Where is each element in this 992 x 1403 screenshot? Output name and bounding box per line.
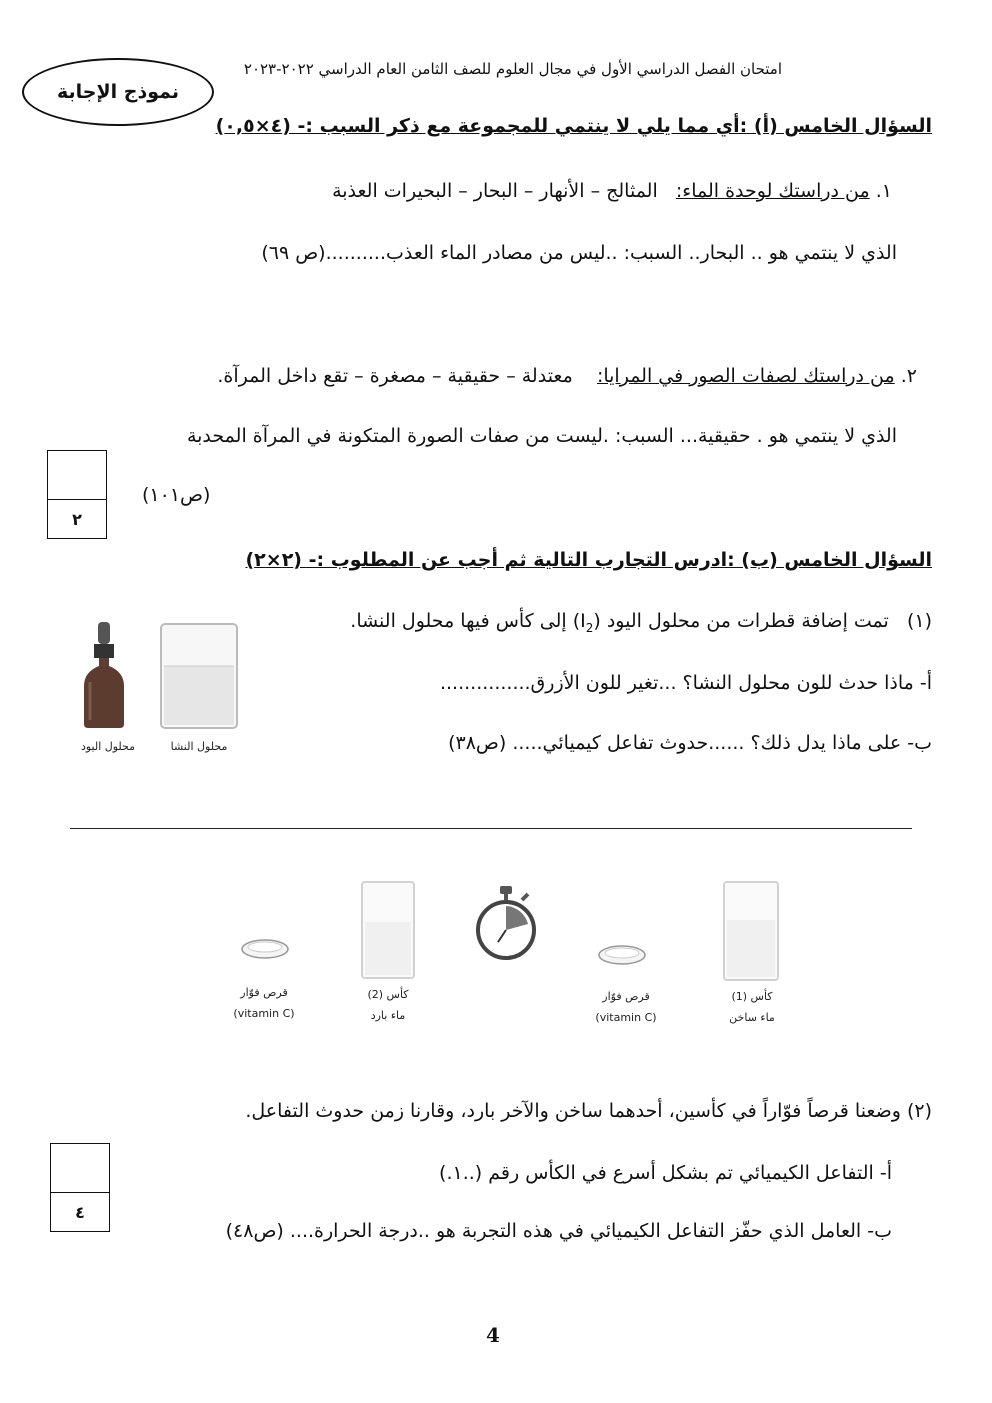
item-number: ٢. (900, 365, 917, 387)
exp2-statement: (٢) وضعنا قرصاً فوّاراً في كأسين، أحدهما ساخن والآخر بارد، وقارنا زمن حدوث التفاعل. (245, 1100, 932, 1122)
cup-1-icon (722, 880, 780, 982)
item-options: المثالج – الأنهار – البحار – البحيرات العذبة (332, 180, 658, 202)
q5a-item1-answer: الذي لا ينتمي هو .. البحار.. السبب: ..ليس من مصادر الماء العذب..........(ص ٦٩) (261, 242, 897, 264)
starch-caption: محلول النشا (170, 740, 228, 753)
tablet-1-vitamin: (vitamin C) (595, 1011, 657, 1024)
q5a-item2-page-ref: (ص١٠١) (142, 484, 211, 506)
item-prompt: من دراستك لصفات الصور في المرايا: (596, 365, 895, 387)
cup-1-label: كأس (1) (731, 990, 773, 1003)
tablet-1-label: قرص فوّار (602, 990, 650, 1003)
stopwatch-icon (474, 884, 538, 964)
q5a-item2-question (217, 365, 917, 387)
q5a-item2-answer: الذي لا ينتمي هو . حقيقية... السبب: .ليست من صفات الصورة المتكونة في المرآة المحدبة (186, 425, 897, 447)
exp2-question-b: ب- العامل الذي حفّز التفاعل الكيميائي في هذه التجربة هو ..درجة الحرارة.... (ص٤٨) (225, 1220, 892, 1242)
tablet-1-icon (597, 943, 647, 967)
score-box-5b (50, 1143, 110, 1232)
exam-header-title: امتحان الفصل الدراسي الأول في مجال العلوم للصف الثامن العام الدراسي ٢٠٢٢-٢٠٢٣ (243, 60, 782, 78)
exp1-statement (350, 610, 932, 635)
starch-beaker-icon (158, 622, 240, 730)
exp2-question-a: أ- التفاعل الكيميائي تم بشكل أسرع في الكأس رقم (..١.) (439, 1162, 892, 1184)
exp1-number: (١) (906, 610, 932, 632)
score-entry-cell (48, 451, 106, 500)
section-divider (70, 828, 912, 829)
exp1-question-b: ب- على ماذا يدل ذلك؟ ......حدوث تفاعل كيميائي..... (ص٣٨) (448, 732, 932, 754)
score-max: ٤ (75, 1202, 85, 1222)
item-number: ١. (875, 180, 892, 202)
score-entry-cell (51, 1144, 109, 1193)
tablet-2-vitamin: (vitamin C) (233, 1007, 295, 1020)
score-max: ٢ (72, 509, 82, 529)
iodine-bottle-icon (80, 620, 130, 730)
iodine-caption: محلول اليود (80, 740, 136, 753)
question-5b-title: السؤال الخامس (ب) :ادرس التجارب التالية ثم أجب عن المطلوب :- (٢×٢) (245, 549, 932, 571)
q5a-item1-question (332, 180, 892, 202)
page-number: 4 (486, 1323, 500, 1347)
cup-2-label: كأس (2) (367, 988, 409, 1001)
exp1-text-post: ) إلى كأس فيها محلول النشا. (350, 610, 581, 632)
answer-key-badge (22, 58, 214, 126)
cup-1-water: ماء ساخن (729, 1011, 775, 1024)
tablet-2-icon (240, 937, 290, 961)
cup-2-icon (360, 880, 416, 980)
exp1-text-pre: تمت إضافة قطرات من محلول اليود (I (580, 610, 889, 632)
exp1-question-a: أ- ماذا حدث للون محلول النشا؟ ...تغير للون الأزرق............... (439, 672, 932, 694)
question-5a-title: السؤال الخامس (أ) :أي مما يلي لا ينتمي للمجموعة مع ذكر السبب :- (٤×٠,٥) (215, 115, 932, 137)
iodine-subscript: 2 (585, 620, 594, 635)
answer-key-label: نموذج الإجابة (57, 81, 179, 103)
cup-2-water: ماء بارد (370, 1009, 406, 1022)
tablet-2-label: قرص فوّار (240, 986, 288, 999)
item-options: معتدلة – حقيقية – مصغرة – تقع داخل المرآة. (217, 365, 573, 387)
item-prompt: من دراستك لوحدة الماء: (675, 180, 870, 202)
score-box-5a (47, 450, 107, 539)
